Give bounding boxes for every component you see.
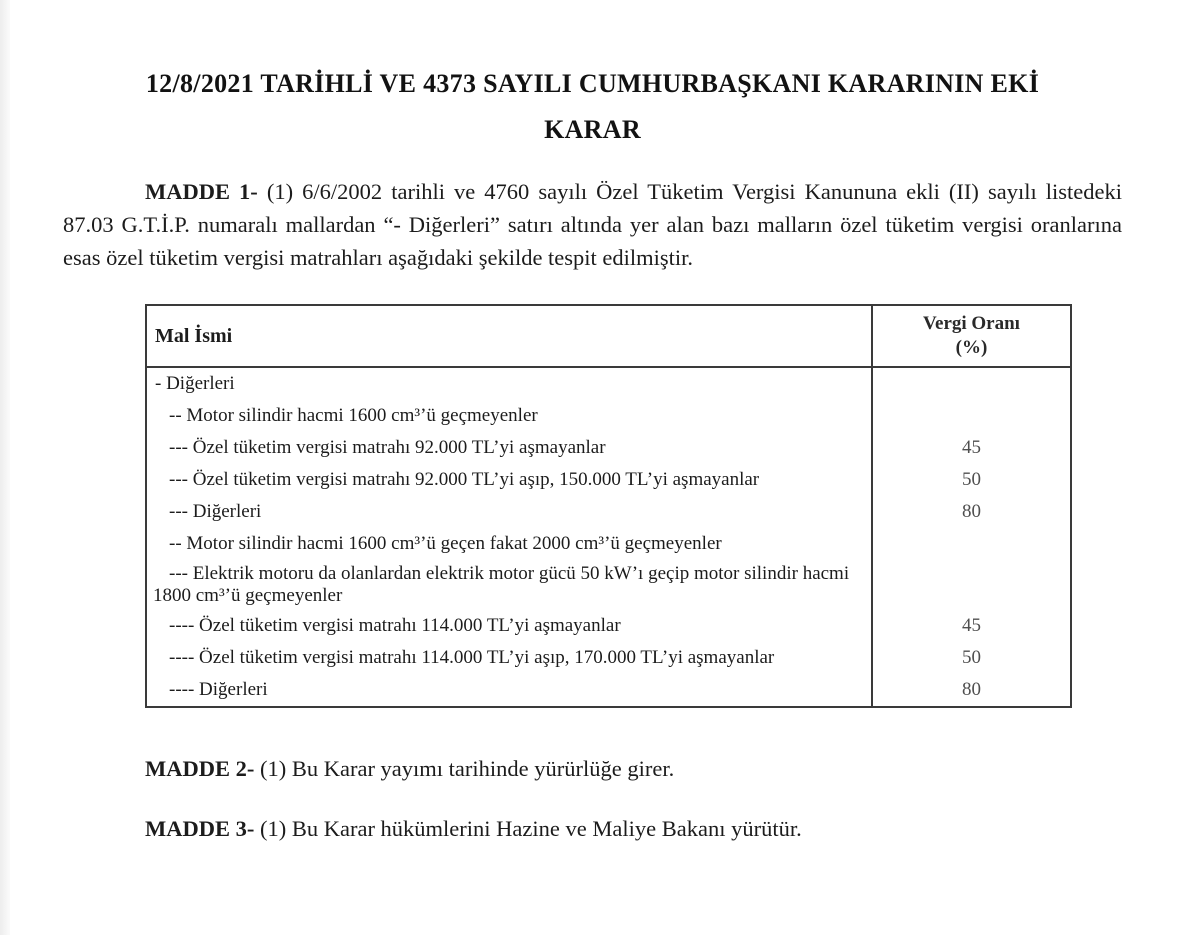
- tax-rate-value: [873, 542, 1070, 546]
- header-tax-rate-line1: Vergi Oranı: [923, 313, 1020, 334]
- document-title-line2: KARAR: [544, 115, 641, 144]
- header-tax-rate: [873, 310, 1070, 362]
- table-row: [147, 528, 1070, 560]
- article-madde-3: [145, 812, 1122, 845]
- article-madde-1-label: MADDE 1-: [145, 179, 258, 204]
- goods-name: ---- Özel tüketim vergisi matrahı 114.000 TL’yi aşıp, 170.000 TL’yi aşmayanlar: [169, 647, 775, 668]
- tax-rate-value: 80: [962, 679, 981, 700]
- document-title-line1: 12/8/2021 TARİHLİ VE 4373 SAYILI CUMHURBAŞKANI KARARININ EKİ: [145, 69, 1040, 98]
- table-row: [147, 560, 1070, 610]
- article-madde-2-label: MADDE 2-: [145, 756, 255, 781]
- table-row: [147, 496, 1070, 528]
- goods-name: - Diğerleri: [155, 373, 235, 394]
- tax-rate-value: 45: [962, 615, 981, 636]
- tax-rate-value: [873, 414, 1070, 418]
- article-madde-1-text: (1) 6/6/2002 tarihli ve 4760 sayılı Özel Tüketim Vergisi Kanununa ekli (II) sayılı listedeki 87.03 G.T.İ.P. numaralı mallardan “- Diğerleri” satırı altında yer alan bazı malların özel tüketim vergisi oranlarına esas özel tüketim vergisi matrahları aşağıdaki şekilde tespit edilmiştir.: [63, 179, 1122, 270]
- table-row: [147, 642, 1070, 674]
- goods-name: --- Özel tüketim vergisi matrahı 92.000 TL’yi aşmayanlar: [169, 437, 606, 458]
- tax-rate-value: [873, 382, 1070, 386]
- table-row: [147, 674, 1070, 706]
- article-madde-2: [145, 752, 1122, 785]
- table-row: [147, 432, 1070, 464]
- tax-rate-value: 50: [962, 647, 981, 668]
- tax-rate-table: [145, 304, 1072, 708]
- article-madde-3-text: (1) Bu Karar hükümlerini Hazine ve Maliye Bakanı yürütür.: [259, 816, 802, 841]
- table-body: [147, 368, 1070, 706]
- article-madde-3-label: MADDE 3-: [145, 816, 255, 841]
- goods-name: --- Özel tüketim vergisi matrahı 92.000 TL’yi aşıp, 150.000 TL’yi aşmayanlar: [169, 469, 760, 490]
- tax-rate-value: 45: [962, 437, 981, 458]
- tax-rate-value: [873, 583, 1070, 587]
- document-title: [63, 66, 1122, 148]
- goods-name: ---- Diğerleri: [169, 679, 268, 700]
- table-header-row: [147, 306, 1070, 366]
- goods-name: -- Motor silindir hacmi 1600 cm³’ü geçmeyenler: [169, 405, 538, 426]
- table-row: [147, 610, 1070, 642]
- goods-name: -- Motor silindir hacmi 1600 cm³’ü geçen fakat 2000 cm³’ü geçmeyenler: [169, 533, 722, 554]
- table-row: [147, 400, 1070, 432]
- goods-name: --- Elektrik motoru da olanlardan elektrik motor gücü 50 kW’ı geçip motor silindir hacmi 1800 cm³’ü geçmeyenler: [153, 563, 850, 606]
- goods-name: ---- Özel tüketim vergisi matrahı 114.000 TL’yi aşmayanlar: [169, 615, 621, 636]
- header-goods-name: [147, 306, 873, 366]
- tax-rate-value: 80: [962, 501, 981, 522]
- article-madde-2-text: (1) Bu Karar yayımı tarihinde yürürlüğe girer.: [259, 756, 675, 781]
- header-goods-name-label: Mal İsmi: [155, 324, 233, 347]
- table-header: [147, 306, 1070, 368]
- header-tax-rate-line2: (%): [955, 337, 988, 358]
- article-madde-1: [63, 175, 1122, 274]
- goods-name: --- Diğerleri: [169, 501, 262, 522]
- tax-rate-value: 50: [962, 469, 981, 490]
- table-row: [147, 368, 1070, 400]
- table-row: [147, 464, 1070, 496]
